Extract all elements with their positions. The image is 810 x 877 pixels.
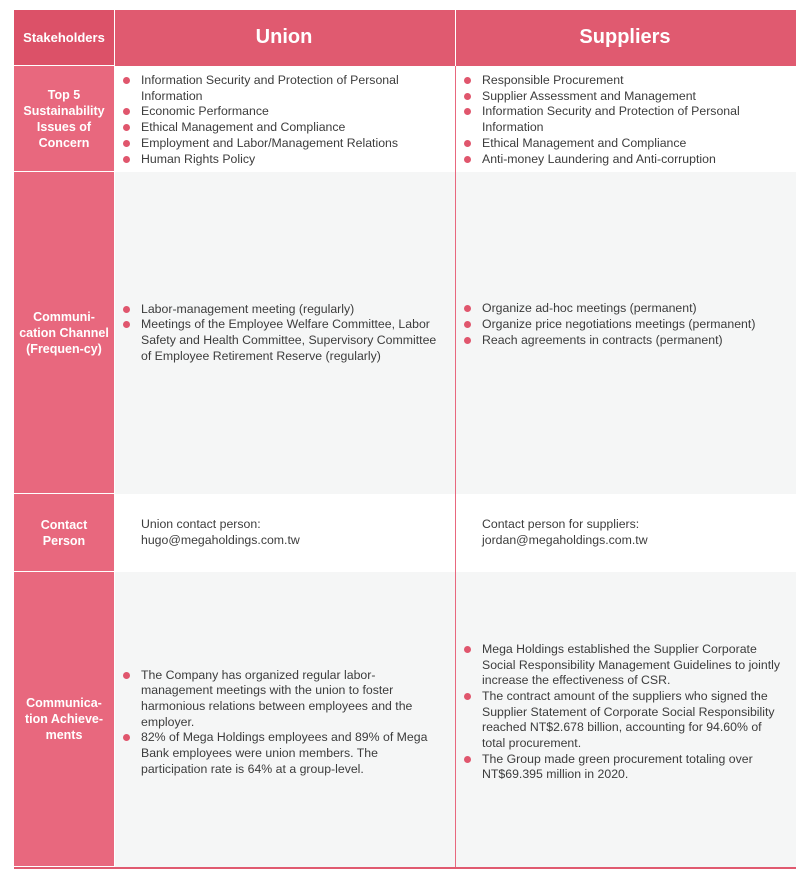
contact-union-cell [114, 494, 455, 572]
list-item: Information Security and Protection of Personal Information [464, 104, 786, 135]
issues-suppliers-cell [455, 66, 796, 172]
list-item: Information Security and Protection of Personal Information [123, 73, 445, 104]
header-stakeholders: Stakeholders [14, 10, 114, 66]
issues-suppliers-list [464, 73, 786, 172]
list-item: Mega Holdings established the Supplier Corporate Social Responsibility Management Guidelines to jointly increase the effectiveness of CSR. [464, 642, 786, 689]
list-item: Reach agreements in contracts (permanent) [464, 333, 755, 349]
channel-suppliers-list [464, 301, 755, 348]
issues-row [14, 66, 796, 172]
list-item: Organize price negotiations meetings (permanent) [464, 317, 755, 333]
header-suppliers: Suppliers [455, 10, 796, 66]
achievements-union-cell [114, 572, 455, 867]
channel-row [14, 172, 796, 494]
issues-union-list [123, 73, 445, 172]
list-item: Supplier Assessment and Management [464, 89, 786, 105]
contact-label: Contact Person [14, 494, 114, 572]
list-item: Economic Performance [123, 104, 445, 120]
suppliers-contact-email[interactable]: jordan@megaholdings.com.tw [482, 533, 648, 547]
list-item: Ethical Management and Compliance [464, 136, 786, 152]
list-item: Ethical Management and Compliance [123, 120, 445, 136]
list-item: The Group made green procurement totaling over NT$69.395 million in 2020. [464, 752, 786, 783]
list-item: Meetings of the Employee Welfare Committee, Labor Safety and Health Committee, Supervisory Committee of Employee Retirement Reserve (regularly) [123, 317, 445, 364]
table-header-row [14, 10, 796, 66]
achievements-label: Communica-tion Achieve-ments [14, 572, 114, 867]
achievements-union-list [123, 668, 445, 778]
channel-union-list [123, 302, 445, 365]
issues-union-cell [114, 66, 455, 172]
channel-union-cell [114, 172, 455, 494]
channel-label: Communi-cation Channel (Frequen-cy) [14, 172, 114, 494]
list-item: The contract amount of the suppliers who signed the Supplier Statement of Corporate Social Responsibility reached NT$2.678 billion, accounting for 94.60% of total procurement. [464, 689, 786, 752]
union-contact-title: Union contact person: [141, 517, 261, 532]
list-item: Anti-money Laundering and Anti-corruption [464, 152, 786, 168]
suppliers-contact-title: Contact person for suppliers: [482, 517, 640, 532]
list-item: 82% of Mega Holdings employees and 89% of Mega Bank employees were union members. The participation rate is 64% at a group-level. [123, 730, 445, 777]
list-item: Human Rights Policy [123, 152, 445, 168]
header-union: Union [114, 10, 455, 66]
union-contact-email[interactable]: hugo@megaholdings.com.tw [141, 533, 300, 547]
list-item: The Company has organized regular labor-management meetings with the union to foster harmonious relations between employees and the employer. [123, 668, 445, 731]
list-item: Employment and Labor/Management Relations [123, 136, 445, 152]
contact-suppliers-cell [455, 494, 796, 572]
list-item: Labor-management meeting (regularly) [123, 302, 445, 318]
table-bottom-border [14, 867, 796, 869]
list-item: Responsible Procurement [464, 73, 786, 89]
stakeholder-table [14, 10, 796, 867]
list-item: Organize ad-hoc meetings (permanent) [464, 301, 755, 317]
contact-row [14, 494, 796, 572]
achievements-row [14, 572, 796, 867]
achievements-suppliers-cell [455, 572, 796, 867]
channel-suppliers-cell [455, 172, 796, 494]
issues-label: Top 5 Sustainability Issues of Concern [14, 66, 114, 172]
achievements-suppliers-list [464, 642, 786, 783]
